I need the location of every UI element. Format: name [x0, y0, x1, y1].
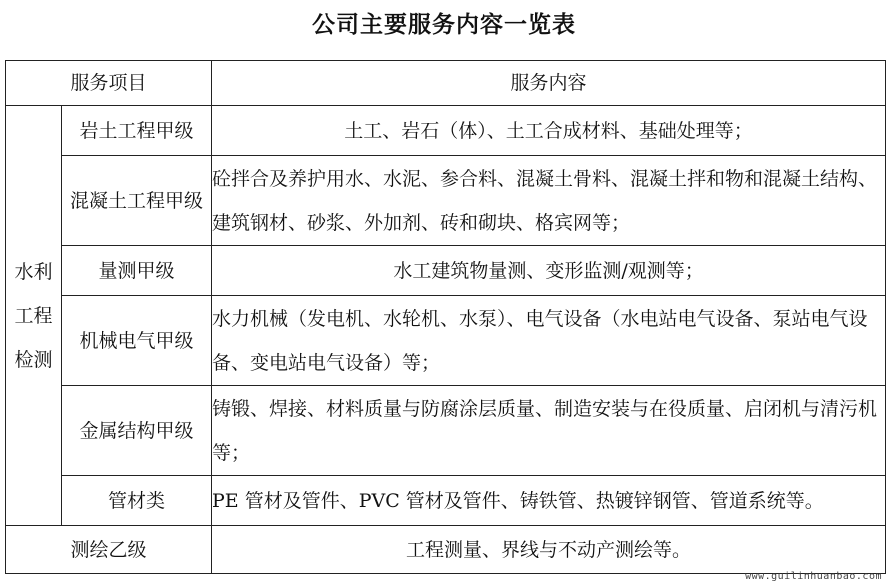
subcategory-cell: 机械电气甲级 [62, 296, 212, 386]
category-cell: 水利工程检测 [6, 106, 62, 526]
service-table [5, 60, 886, 574]
watermark: www.guilinhuanbao.com [745, 571, 882, 582]
bottom-content-cell: 工程测量、界线与不动产测绘等。 [212, 526, 886, 574]
bottom-item-cell: 测绘乙级 [6, 526, 212, 574]
content-cell: 砼拌合及养护用水、水泥、参合料、混凝土骨料、混凝土拌和物和混凝土结构、建筑钢材、砂浆、外加剂、砖和砌块、格宾网等； [212, 156, 886, 246]
content-cell: 铸锻、焊接、材料质量与防腐涂层质量、制造安装与在役质量、启闭机与清污机等； [212, 386, 886, 476]
table-row [6, 386, 886, 476]
header-item-cell: 服务项目 [6, 61, 212, 106]
subcategory-cell: 混凝土工程甲级 [62, 156, 212, 246]
table-row [6, 476, 886, 526]
content-cell: 水工建筑物量测、变形监测/观测等； [212, 246, 886, 296]
header-content-cell: 服务内容 [212, 61, 886, 106]
table-row [6, 526, 886, 574]
subcategory-cell: 量测甲级 [62, 246, 212, 296]
content-cell: 水力机械（发电机、水轮机、水泵）、电气设备（水电站电气设备、泵站电气设备、变电站电气设备）等； [212, 296, 886, 386]
header-row [6, 61, 886, 106]
subcategory-cell: 金属结构甲级 [62, 386, 212, 476]
table-row [6, 106, 886, 156]
content-cell: 土工、岩石（体）、土工合成材料、基础处理等； [212, 106, 886, 156]
subcategory-cell: 岩土工程甲级 [62, 106, 212, 156]
table-row [6, 296, 886, 386]
table-row [6, 156, 886, 246]
subcategory-cell: 管材类 [62, 476, 212, 526]
content-cell: PE 管材及管件、PVC 管材及管件、铸铁管、热镀锌钢管、管道系统等。 [212, 476, 886, 526]
table-row [6, 246, 886, 296]
page-title: 公司主要服务内容一览表 [312, 12, 576, 38]
